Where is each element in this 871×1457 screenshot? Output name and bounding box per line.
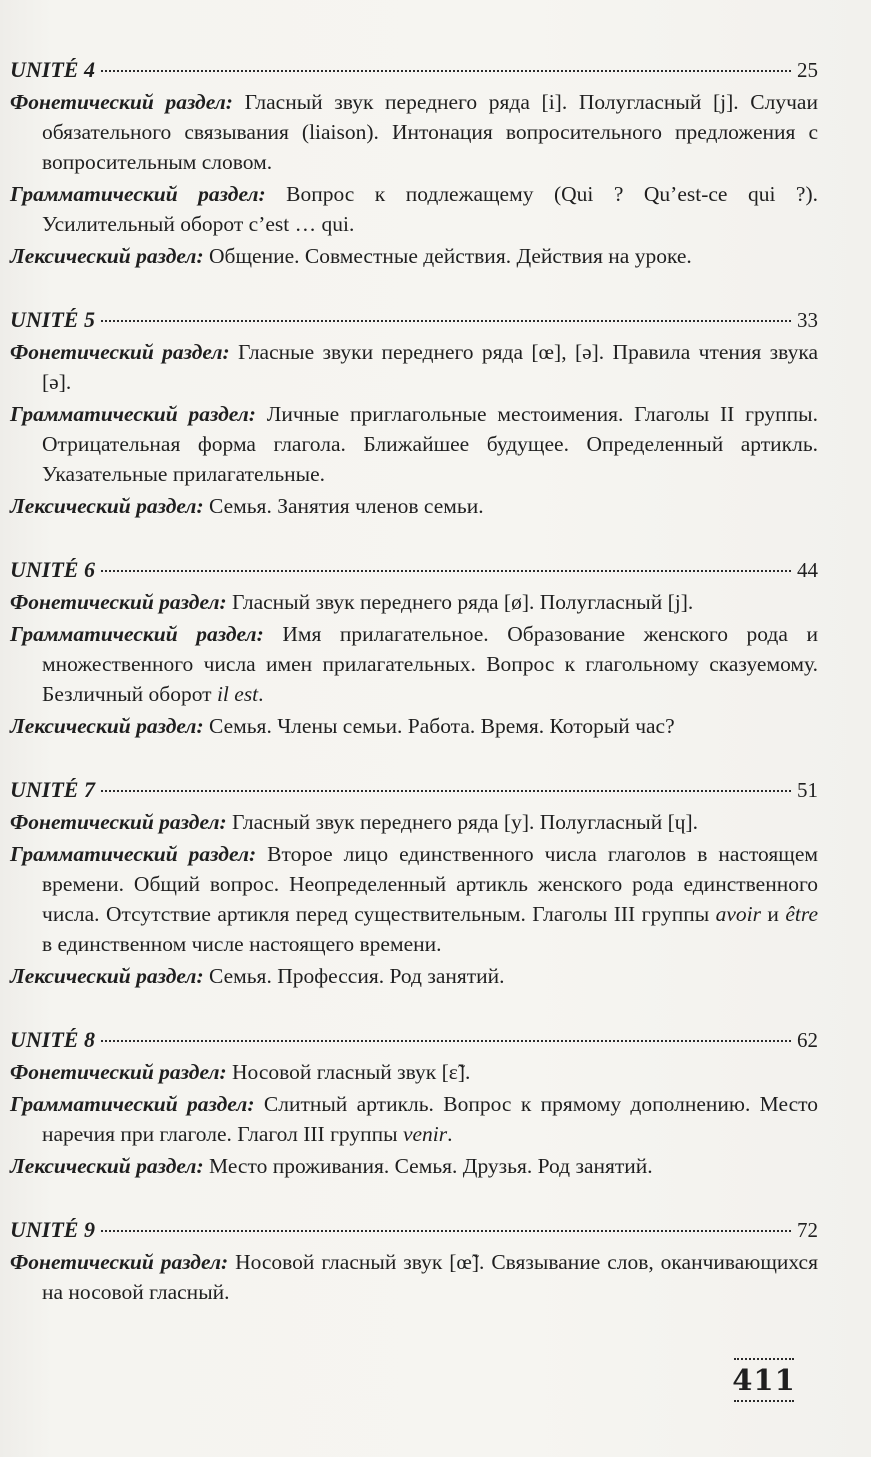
section-label: Фонетический раздел:: [10, 90, 233, 114]
section-label: Грамматический раздел:: [10, 182, 266, 206]
toc-entry-unite-5: [10, 305, 818, 521]
section-text-after: .: [258, 682, 264, 706]
lexical-section: [10, 961, 818, 991]
lexical-section: [10, 241, 818, 271]
section-text: Вопрос к подлежащему (Qui ? Qu’est-ce qui ?). Усилительный оборот c’est … qui.: [42, 182, 818, 236]
section-label: Лексический раздел:: [10, 714, 204, 738]
section-text: Второе лицо единственного числа глаголов в настоящем времени. Общий вопрос. Неопределенный артикль женского рода единственного числа. Отсутствие артикля перед существительным. Глаголы III группы: [42, 842, 818, 926]
section-text: Семья. Члены семьи. Работа. Время. Который час?: [203, 714, 675, 738]
phonetic-section: [10, 337, 818, 397]
section-text-italic: être: [785, 902, 819, 926]
phonetic-section: [10, 1247, 818, 1307]
unit-page-number: 33: [797, 308, 818, 332]
unit-page-number: 51: [797, 778, 818, 802]
toc-entry-header: [10, 305, 818, 335]
phonetic-section: [10, 587, 818, 617]
unit-title: UNITÉ 5: [10, 307, 95, 332]
section-text-italic: avoir: [715, 902, 761, 926]
toc-entry-header: [10, 55, 818, 85]
lexical-section: [10, 711, 818, 741]
section-text-italic: il est: [216, 682, 259, 706]
section-label: Фонетический раздел:: [10, 590, 227, 614]
unit-page-number: 62: [797, 1028, 818, 1052]
section-label: Грамматический раздел:: [10, 402, 256, 426]
table-of-contents: [10, 55, 818, 1341]
section-text: Место проживания. Семья. Друзья. Род занятий.: [203, 1154, 653, 1178]
section-label: Фонетический раздел:: [10, 1250, 229, 1274]
section-text: Общение. Совместные действия. Действия на уроке.: [203, 244, 692, 268]
section-text-italic: venir: [402, 1122, 448, 1146]
page-number: [728, 1358, 800, 1402]
folio-dots-bottom: [734, 1400, 794, 1402]
phonetic-section: [10, 807, 818, 837]
toc-entry-unite-9: [10, 1215, 818, 1307]
section-label: Фонетический раздел:: [10, 810, 227, 834]
lexical-section: [10, 1151, 818, 1181]
toc-entry-header: [10, 1215, 818, 1245]
grammar-section: [10, 1089, 818, 1149]
section-label: Грамматический раздел:: [10, 842, 257, 866]
toc-entry-unite-6: [10, 555, 818, 741]
toc-entry-header: [10, 555, 818, 585]
page-number-text: 411: [732, 1363, 796, 1397]
section-text-after: в единственном числе настоящего времени.: [42, 932, 442, 956]
section-label: Грамматический раздел:: [10, 1092, 255, 1116]
unit-page-number: 25: [797, 58, 818, 82]
phonetic-section: [10, 1057, 818, 1087]
grammar-section: [10, 839, 818, 959]
section-text: Личные приглагольные местоимения. Глаголы II группы. Отрицательная форма глагола. Ближайшее будущее. Определенный артикль. Указательные прилагательные.: [42, 402, 818, 486]
section-text: Гласный звук переднего ряда [ø]. Полугласный [j].: [226, 590, 694, 614]
section-label: Грамматический раздел:: [10, 622, 264, 646]
dot-leader: [101, 1230, 791, 1232]
section-text: Гласные звуки переднего ряда [œ], [ə]. Правила чтения звука [ə].: [42, 340, 818, 394]
grammar-section: [10, 179, 818, 239]
section-label: Лексический раздел:: [10, 494, 204, 518]
section-label: Лексический раздел:: [10, 964, 204, 988]
unit-title: UNITÉ 7: [10, 777, 95, 802]
phonetic-section: [10, 87, 818, 177]
section-text-after: .: [447, 1122, 453, 1146]
section-text: Гласный звук переднего ряда [y]. Полугласный [ɥ].: [226, 810, 699, 834]
section-label: Фонетический раздел:: [10, 1060, 227, 1084]
toc-entry-unite-4: [10, 55, 818, 271]
toc-entry-unite-8: [10, 1025, 818, 1181]
section-label: Фонетический раздел:: [10, 340, 230, 364]
unit-page-number: 72: [797, 1218, 818, 1242]
unit-title: UNITÉ 6: [10, 557, 95, 582]
unit-page-number: 44: [797, 558, 818, 582]
dot-leader: [101, 570, 791, 572]
section-label: Лексический раздел:: [10, 1154, 204, 1178]
dot-leader: [101, 1040, 791, 1042]
section-text: Слитный артикль. Вопрос к прямому дополнению. Место наречия при глаголе. Глагол III группы: [42, 1092, 818, 1146]
section-text: Имя прилагательное. Образование женского рода и множественного числа имен прилагательных. Вопрос к глагольному сказуемому. Безличный оборот: [42, 622, 818, 706]
section-text: Носовой гласный звук [ɛ̃].: [226, 1060, 471, 1084]
grammar-section: [10, 619, 818, 709]
unit-title: UNITÉ 9: [10, 1217, 95, 1242]
section-text: Гласный звук переднего ряда [i]. Полугласный [j]. Случаи обязательного связывания (liaison). Интонация вопросительного предложения с вопросительным словом.: [42, 90, 818, 174]
toc-entry-header: [10, 1025, 818, 1055]
unit-title: UNITÉ 4: [10, 57, 95, 82]
section-text: Семья. Профессия. Род занятий.: [203, 964, 505, 988]
section-label: Лексический раздел:: [10, 244, 204, 268]
dot-leader: [101, 790, 791, 792]
section-text: Семья. Занятия членов семьи.: [203, 494, 484, 518]
section-text: Носовой гласный звук [œ̃]. Связывание слов, оканчивающихся на носовой гласный.: [42, 1250, 818, 1304]
dot-leader: [101, 320, 791, 322]
toc-entry-header: [10, 775, 818, 805]
dot-leader: [101, 70, 791, 72]
toc-entry-unite-7: [10, 775, 818, 991]
section-text-after: и: [760, 902, 786, 926]
lexical-section: [10, 491, 818, 521]
unit-title: UNITÉ 8: [10, 1027, 95, 1052]
grammar-section: [10, 399, 818, 489]
